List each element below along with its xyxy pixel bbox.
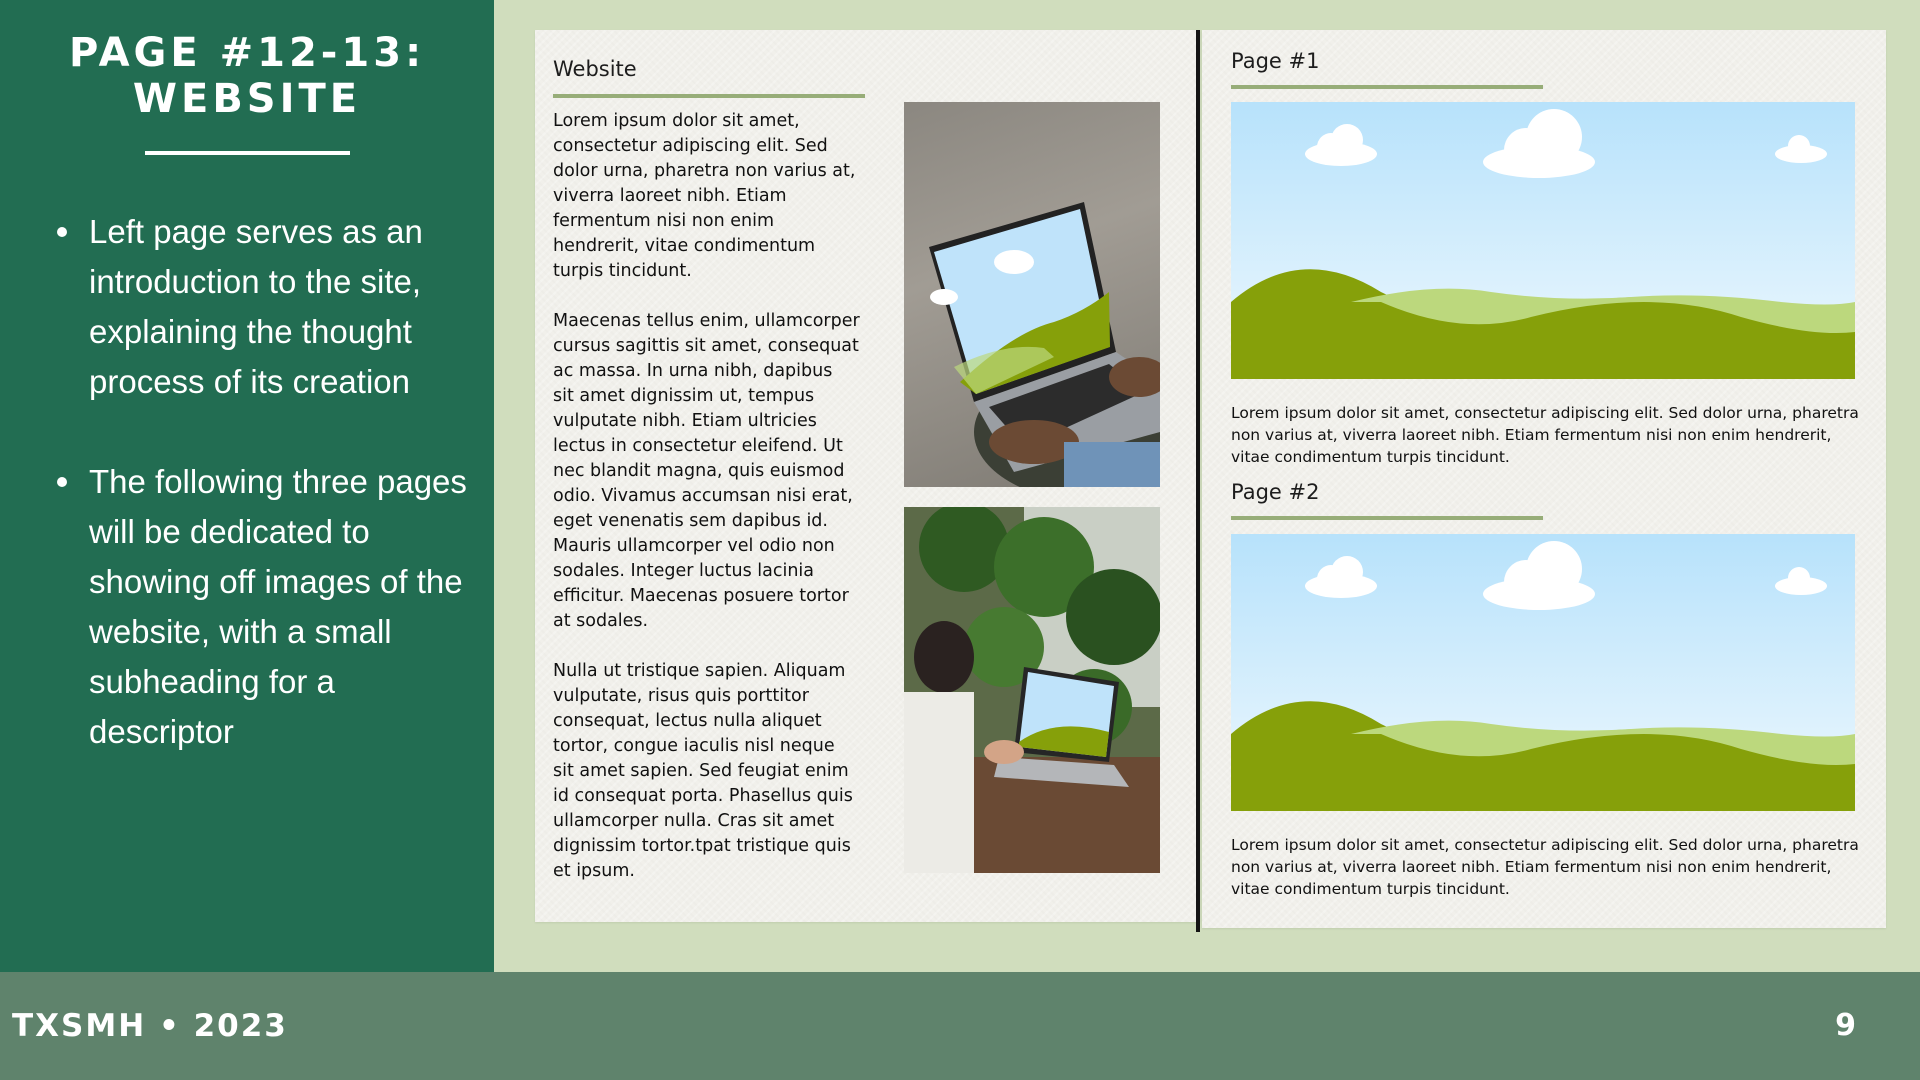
page-1-screenshot (1231, 102, 1855, 379)
website-heading-underline (553, 94, 865, 98)
notebook-spine (1196, 30, 1200, 932)
footer-bar (0, 972, 1920, 1080)
slide-title-line-2: WEBSITE (132, 76, 362, 122)
page-1-caption: Lorem ipsum dolor sit amet, consectetur adipiscing elit. Sed dolor urna, pharetra non varius at, viverra laoreet nibh. Etiam fermentum nisi non enim hendrerit, vitae condimentum turpis tincidunt. (1231, 404, 1859, 466)
page-1-heading: Page #1 (1231, 49, 1320, 73)
footer-label: TXSMH • 2023 (12, 1008, 288, 1044)
laptop-photo (904, 102, 1160, 487)
slide-number: 9 (1835, 1008, 1856, 1043)
website-heading: Website (553, 57, 637, 81)
page-2-caption: Lorem ipsum dolor sit amet, consectetur adipiscing elit. Sed dolor urna, pharetra non varius at, viverra laoreet nibh. Etiam fermentum nisi non enim hendrerit, vitae condimentum turpis tincidunt. (1231, 836, 1859, 898)
page-2-heading: Page #2 (1231, 480, 1320, 504)
page-2-underline (1231, 516, 1543, 520)
page-1-underline (1231, 85, 1543, 89)
intro-paragraph-2: Maecenas tellus enim, ullamcorper cursus sagittis sit amet, consequat ac massa. In urna nibh, dapibus sit amet dignissim ut, tempus vulputate nibh. Etiam ultricies lectus in consectetur eleifend. Ut nec blandit magna, quis euismod odio. Vivamus accumsan nisi erat, eget venenatis sem dapibus id. Mauris ullamcorper vel odio non sodales. Integer luctus lacinia efficitur. Maecenas posuere tortor at sodales. (553, 311, 860, 631)
slide-title-line-1: PAGE #12-13: (68, 30, 426, 76)
bullet-list (55, 207, 485, 807)
landscape-illustration (1231, 534, 1855, 811)
plants-photo-graphic (904, 507, 1160, 873)
plants-photo (904, 507, 1160, 873)
landscape-illustration (1231, 102, 1855, 379)
page-2-screenshot (1231, 534, 1855, 811)
bullet-item: Left page serves as an introduction to the site, explaining the thought process of its creation (55, 207, 485, 407)
left-page (535, 30, 1200, 922)
intro-paragraph-1: Lorem ipsum dolor sit amet, consectetur adipiscing elit. Sed dolor urna, pharetra non varius at, viverra laoreet nibh. Etiam fermentum nisi non enim hendrerit, vitae condimentum turpis tincidunt. (553, 111, 856, 281)
intro-paragraph-3: Nulla ut tristique sapien. Aliquam vulputate, risus quis porttitor consequat, lectus nulla aliquet tortor, congue iaculis nisl neque sit amet sapien. Sed feugiat enim id consequat porta. Phasellus quis ullamcorper nulla. Cras sit amet dignissim tortor.tpat tristique quis et ipsum. (553, 661, 853, 881)
right-page (1202, 30, 1886, 928)
bullet-item: The following three pages will be dedicated to showing off images of the website, with a small subheading for a descriptor (55, 457, 485, 757)
slide-title (0, 30, 494, 122)
title-underline (145, 151, 350, 155)
laptop-photo-graphic (904, 102, 1160, 487)
sidebar (0, 0, 494, 972)
